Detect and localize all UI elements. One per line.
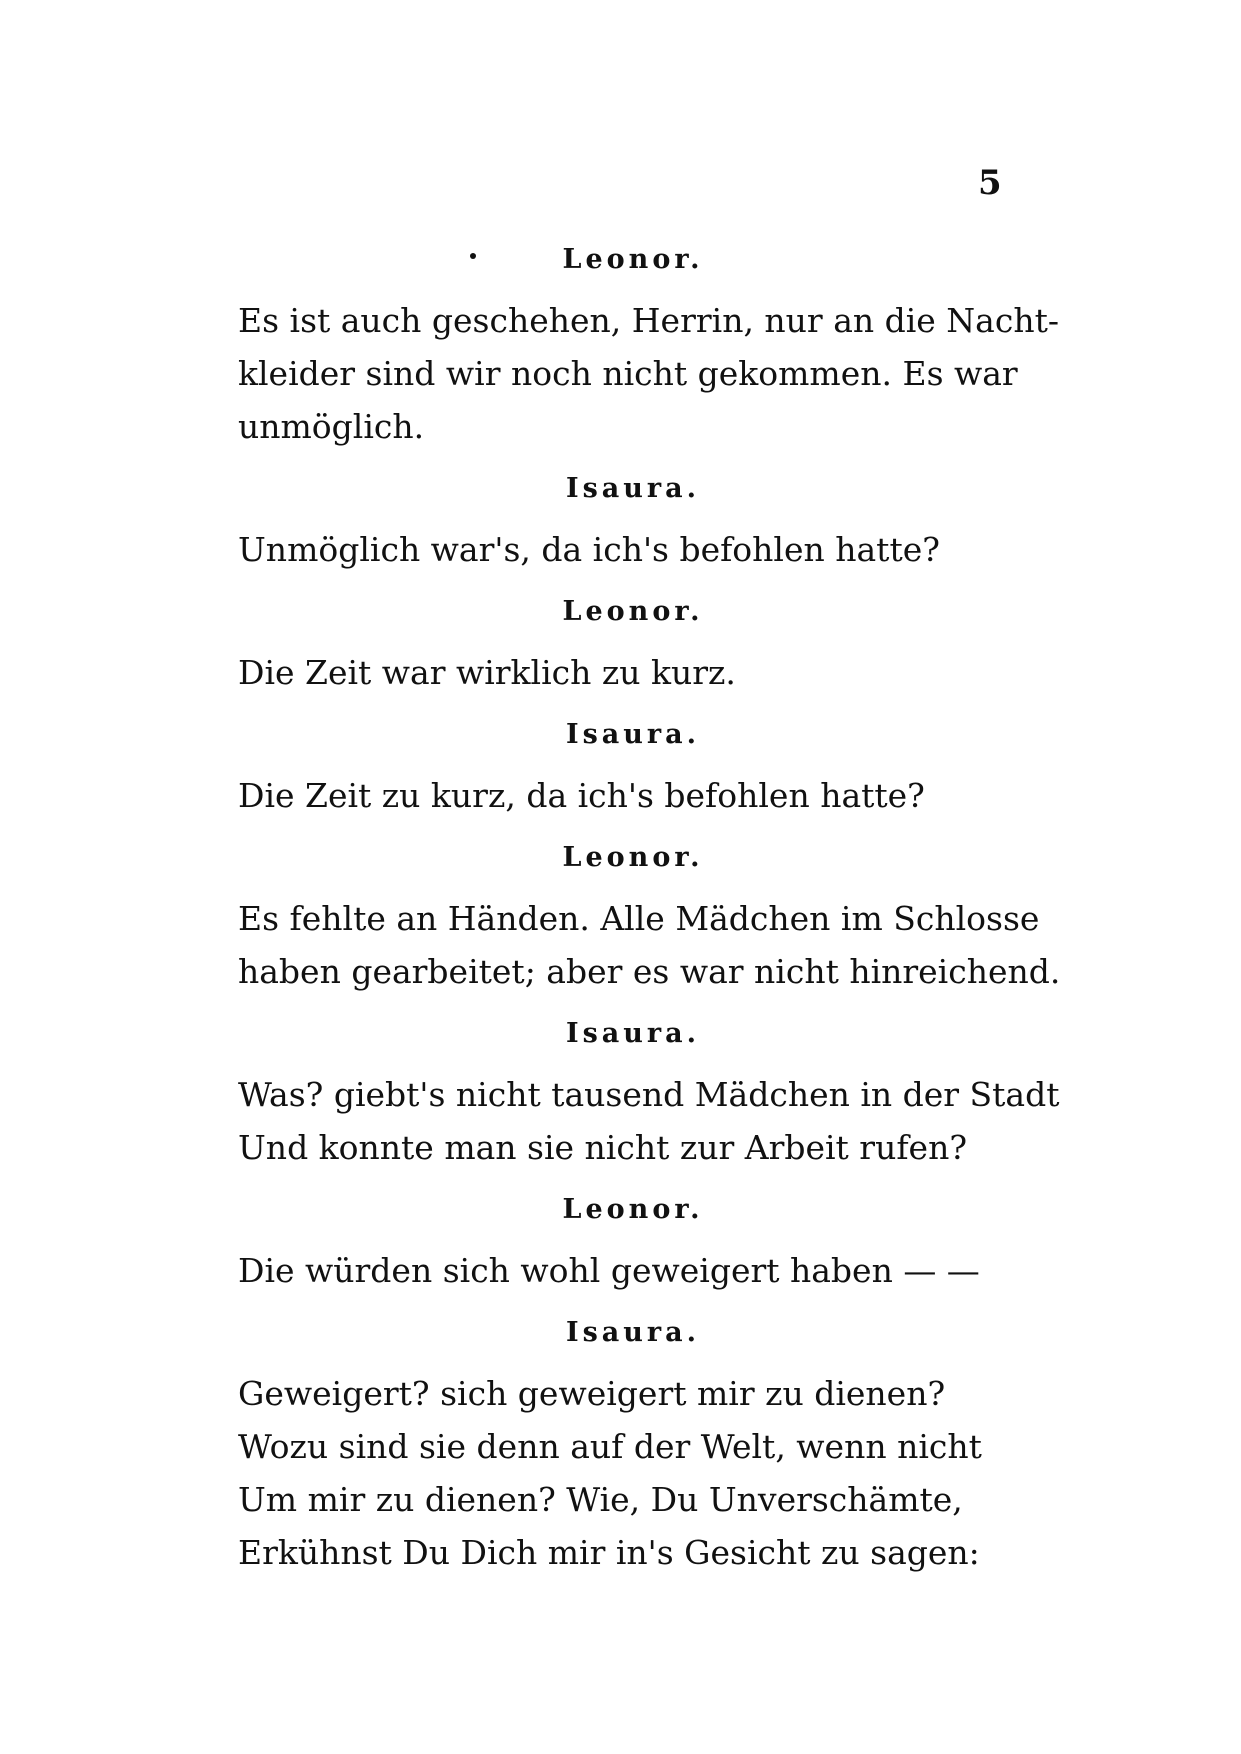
speech-block [238,713,1008,822]
speaker-name: Isaura. [565,719,701,750]
page-number: 5 [978,163,1002,203]
drama-text [238,238,1061,1579]
speech-line: Was? giebt's nicht tausend Mädchen in der Stadt [238,1075,1060,1114]
speech-line: Es ist auch geschehen, Herrin, nur an die Nacht- [238,301,1060,340]
speech-line: Die Zeit war wirklich zu kurz. [238,653,736,692]
speaker-name: Leonor. [562,842,704,873]
speaker-name: Isaura. [565,473,701,504]
speech-line: Erkühnst Du Dich mir in's Gesicht zu sagen: [238,1533,980,1572]
speech-block [238,238,1060,453]
speech-line: Die Zeit zu kurz, da ich's befohlen hatte? [238,776,925,815]
speech-line: Die würden sich wohl geweigert haben — — [238,1251,980,1290]
speech-line: Wozu sind sie denn auf der Welt, wenn nicht [238,1427,982,1466]
speech-block [238,590,1008,699]
speaker-name: Leonor. [562,1194,704,1225]
speech-line: kleider sind wir noch nicht gekommen. Es war [238,354,1018,393]
speech-block [238,1188,1008,1297]
speech-line: Geweigert? sich geweigert mir zu dienen? [238,1374,946,1413]
speaker-name: Leonor. [562,244,704,275]
speech-line: Es fehlte an Händen. Alle Mädchen im Schlosse [238,899,1040,938]
speaker-name: Isaura. [565,1317,701,1348]
speech-block [238,1311,1008,1579]
speech-line: unmöglich. [238,407,425,446]
speech-line: haben gearbeitet; aber es war nicht hinreichend. [238,952,1061,991]
speech-block [238,467,1008,576]
speech-line: Und konnte man sie nicht zur Arbeit rufen? [238,1128,968,1167]
speech-block [238,1012,1060,1174]
speech-block [238,836,1061,998]
speaker-name: Leonor. [562,596,704,627]
speech-line: Um mir zu dienen? Wie, Du Unverschämte, [238,1480,963,1519]
speech-line: Unmöglich war's, da ich's befohlen hatte? [238,530,940,569]
speaker-name: Isaura. [565,1018,701,1049]
